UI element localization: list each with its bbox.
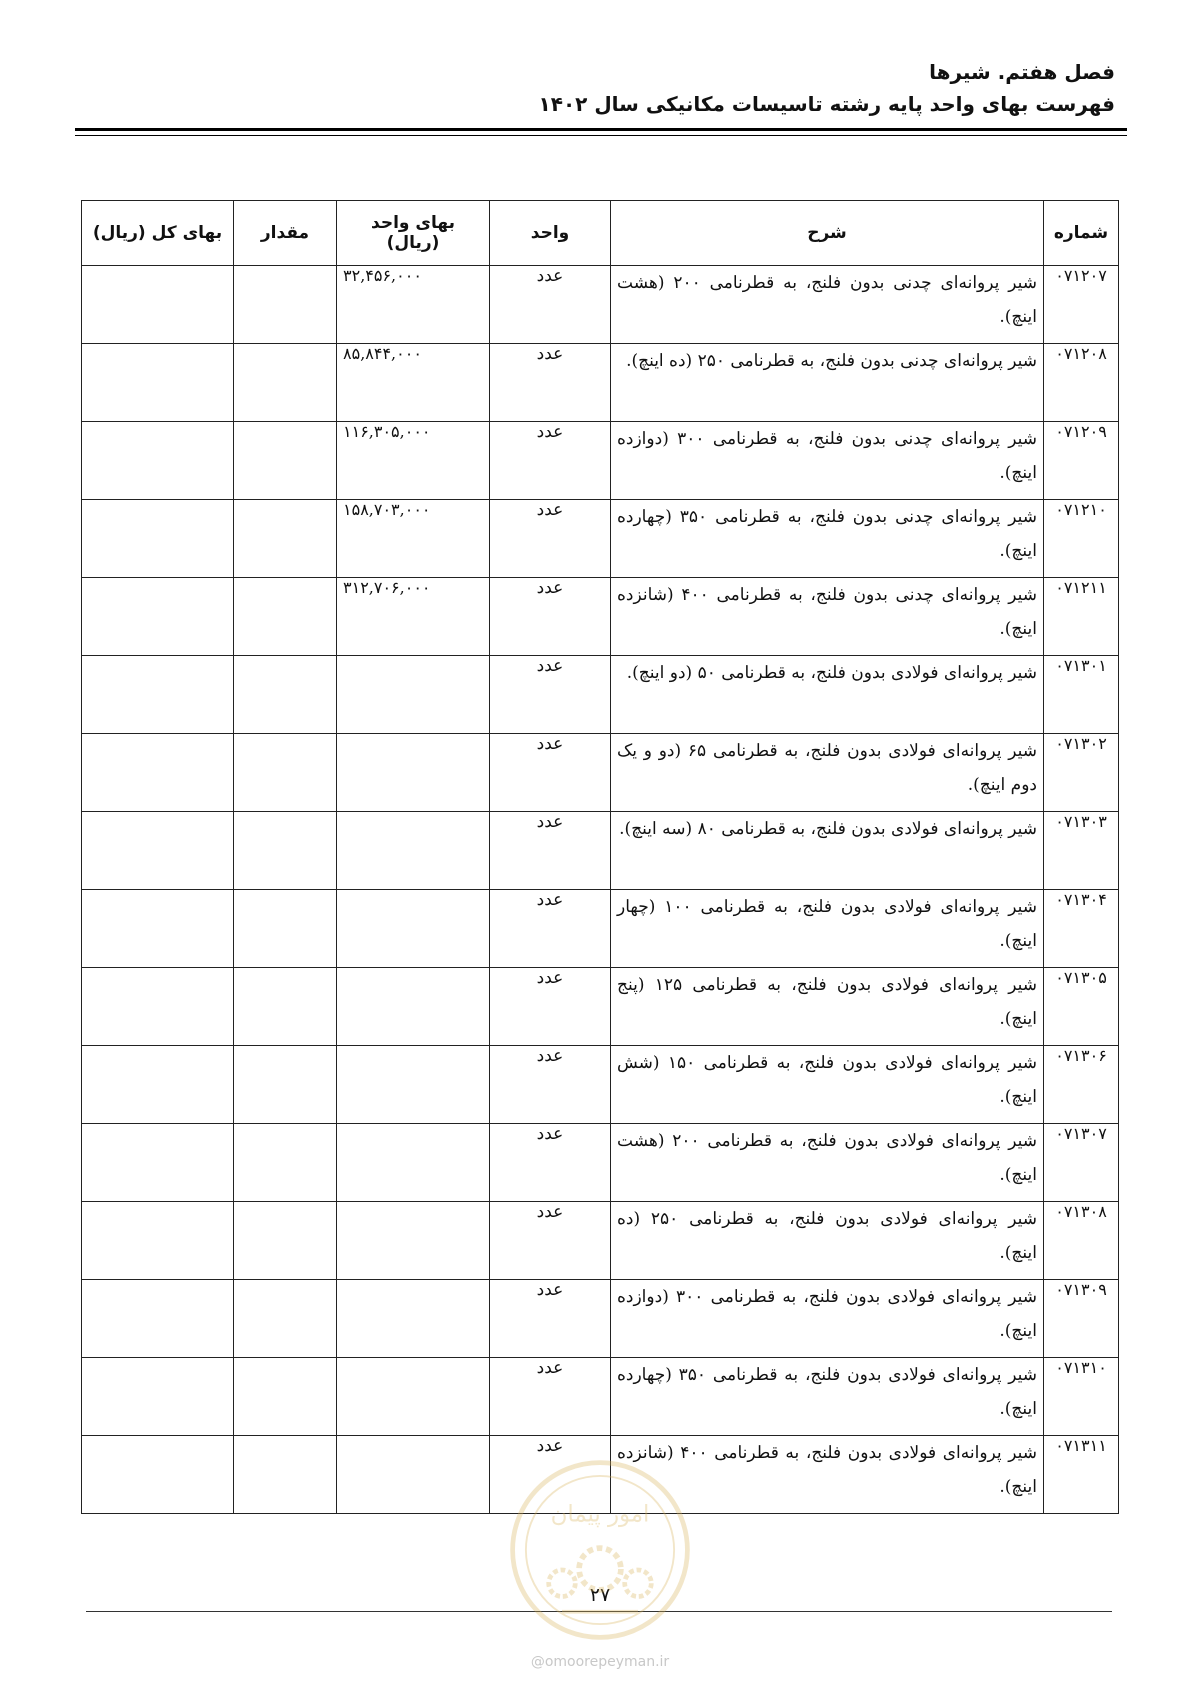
item-unit: عدد bbox=[490, 578, 611, 656]
item-code: ۰۷۱۳۰۴ bbox=[1044, 890, 1119, 968]
item-quantity bbox=[234, 656, 337, 734]
item-total-price bbox=[82, 500, 234, 578]
item-unit-price: ۸۵,۸۴۴,۰۰۰ bbox=[337, 344, 490, 422]
item-quantity bbox=[234, 1046, 337, 1124]
table-row bbox=[82, 578, 1119, 656]
item-unit-price bbox=[337, 1202, 490, 1280]
item-total-price bbox=[82, 890, 234, 968]
item-code: ۰۷۱۲۰۸ bbox=[1044, 344, 1119, 422]
item-unit-price: ۱۱۶,۳۰۵,۰۰۰ bbox=[337, 422, 490, 500]
item-quantity bbox=[234, 968, 337, 1046]
item-unit: عدد bbox=[490, 500, 611, 578]
item-description: شیر پروانه‌ای فولادی بدون فلنج، به قطرنامی ۱۲۵ (پنج اینچ). bbox=[611, 968, 1044, 1046]
item-code: ۰۷۱۳۰۶ bbox=[1044, 1046, 1119, 1124]
item-code: ۰۷۱۳۰۱ bbox=[1044, 656, 1119, 734]
item-total-price bbox=[82, 734, 234, 812]
item-unit-price bbox=[337, 968, 490, 1046]
item-description: شیر پروانه‌ای چدنی بدون فلنج، به قطرنامی ۲۵۰ (ده اینچ). bbox=[611, 344, 1044, 422]
item-description: شیر پروانه‌ای فولادی بدون فلنج، به قطرنامی ۲۰۰ (هشت اینچ). bbox=[611, 1124, 1044, 1202]
item-unit-price bbox=[337, 1046, 490, 1124]
item-unit-price bbox=[337, 656, 490, 734]
item-total-price bbox=[82, 422, 234, 500]
item-code: ۰۷۱۳۱۱ bbox=[1044, 1436, 1119, 1514]
item-quantity bbox=[234, 1280, 337, 1358]
item-total-price bbox=[82, 968, 234, 1046]
item-description: شیر پروانه‌ای چدنی بدون فلنج، به قطرنامی ۳۵۰ (چهارده اینچ). bbox=[611, 500, 1044, 578]
item-quantity bbox=[234, 578, 337, 656]
item-total-price bbox=[82, 1046, 234, 1124]
item-unit: عدد bbox=[490, 1436, 611, 1514]
watermark-logo bbox=[505, 1455, 695, 1645]
item-unit-price bbox=[337, 1358, 490, 1436]
table-row bbox=[82, 1280, 1119, 1358]
footer-credit: @omoorepeyman.ir bbox=[530, 1654, 670, 1670]
item-unit-price bbox=[337, 734, 490, 812]
item-unit: عدد bbox=[490, 1358, 611, 1436]
table-row bbox=[82, 968, 1119, 1046]
item-unit: عدد bbox=[490, 890, 611, 968]
table-row bbox=[82, 1046, 1119, 1124]
item-unit: عدد bbox=[490, 266, 611, 344]
item-code: ۰۷۱۳۰۵ bbox=[1044, 968, 1119, 1046]
item-quantity bbox=[234, 344, 337, 422]
item-description: شیر پروانه‌ای فولادی بدون فلنج، به قطرنامی ۱۰۰ (چهار اینچ). bbox=[611, 890, 1044, 968]
table-row bbox=[82, 812, 1119, 890]
item-unit: عدد bbox=[490, 422, 611, 500]
item-unit-price: ۳۲,۴۵۶,۰۰۰ bbox=[337, 266, 490, 344]
item-code: ۰۷۱۳۱۰ bbox=[1044, 1358, 1119, 1436]
item-unit: عدد bbox=[490, 1280, 611, 1358]
column-header-code: شماره bbox=[1044, 201, 1119, 266]
item-quantity bbox=[234, 734, 337, 812]
item-description: شیر پروانه‌ای فولادی بدون فلنج، به قطرنامی ۲۵۰ (ده اینچ). bbox=[611, 1202, 1044, 1280]
table-row bbox=[82, 344, 1119, 422]
chapter-title: فصل هفتم. شیرها bbox=[929, 60, 1115, 84]
item-unit: عدد bbox=[490, 812, 611, 890]
gear-icon-small bbox=[549, 1570, 576, 1597]
item-unit: عدد bbox=[490, 968, 611, 1046]
table-row bbox=[82, 500, 1119, 578]
item-description: شیر پروانه‌ای فولادی بدون فلنج، به قطرنامی ۴۰۰ (شانزده اینچ). bbox=[611, 1436, 1044, 1514]
item-unit: عدد bbox=[490, 734, 611, 812]
item-unit: عدد bbox=[490, 1124, 611, 1202]
item-total-price bbox=[82, 266, 234, 344]
item-quantity bbox=[234, 500, 337, 578]
column-header-description: شرح bbox=[611, 201, 1044, 266]
item-unit-price bbox=[337, 812, 490, 890]
page-header bbox=[75, 56, 1115, 120]
item-code: ۰۷۱۲۰۹ bbox=[1044, 422, 1119, 500]
item-unit-price bbox=[337, 1280, 490, 1358]
header-rule-thick bbox=[75, 128, 1127, 131]
column-header-unit-price: بهای واحد (ریال) bbox=[337, 201, 490, 266]
item-total-price bbox=[82, 1436, 234, 1514]
item-unit: عدد bbox=[490, 656, 611, 734]
item-description: شیر پروانه‌ای چدنی بدون فلنج، به قطرنامی ۳۰۰ (دوازده اینچ). bbox=[611, 422, 1044, 500]
item-code: ۰۷۱۲۰۷ bbox=[1044, 266, 1119, 344]
item-unit-price: ۳۱۲,۷۰۶,۰۰۰ bbox=[337, 578, 490, 656]
column-header-total-price: بهای کل (ریال) bbox=[82, 201, 234, 266]
item-code: ۰۷۱۲۱۰ bbox=[1044, 500, 1119, 578]
item-code: ۰۷۱۳۰۲ bbox=[1044, 734, 1119, 812]
item-quantity bbox=[234, 422, 337, 500]
item-unit-price bbox=[337, 890, 490, 968]
item-code: ۰۷۱۳۰۹ bbox=[1044, 1280, 1119, 1358]
item-quantity bbox=[234, 1124, 337, 1202]
table-body bbox=[82, 266, 1119, 1514]
item-quantity bbox=[234, 812, 337, 890]
item-total-price bbox=[82, 812, 234, 890]
item-quantity bbox=[234, 266, 337, 344]
item-total-price bbox=[82, 344, 234, 422]
table-row bbox=[82, 890, 1119, 968]
table-row bbox=[82, 734, 1119, 812]
item-total-price bbox=[82, 1358, 234, 1436]
item-unit: عدد bbox=[490, 1046, 611, 1124]
table-header-row bbox=[82, 201, 1119, 266]
item-unit-price bbox=[337, 1124, 490, 1202]
gear-icon bbox=[579, 1548, 621, 1590]
item-description: شیر پروانه‌ای فولادی بدون فلنج، به قطرنامی ۳۵۰ (چهارده اینچ). bbox=[611, 1358, 1044, 1436]
table-row bbox=[82, 422, 1119, 500]
column-header-unit: واحد bbox=[490, 201, 611, 266]
item-unit-price: ۱۵۸,۷۰۳,۰۰۰ bbox=[337, 500, 490, 578]
item-quantity bbox=[234, 1202, 337, 1280]
price-list-table bbox=[81, 200, 1119, 1514]
item-description: شیر پروانه‌ای فولادی بدون فلنج، به قطرنامی ۵۰ (دو اینچ). bbox=[611, 656, 1044, 734]
item-quantity bbox=[234, 890, 337, 968]
item-description: شیر پروانه‌ای چدنی بدون فلنج، به قطرنامی ۲۰۰ (هشت اینچ). bbox=[611, 266, 1044, 344]
item-code: ۰۷۱۳۰۳ bbox=[1044, 812, 1119, 890]
table-row bbox=[82, 266, 1119, 344]
item-quantity bbox=[234, 1436, 337, 1514]
item-description: شیر پروانه‌ای چدنی بدون فلنج، به قطرنامی ۴۰۰ (شانزده اینچ). bbox=[611, 578, 1044, 656]
item-description: شیر پروانه‌ای فولادی بدون فلنج، به قطرنامی ۶۵ (دو و یک دوم اینچ). bbox=[611, 734, 1044, 812]
item-unit: عدد bbox=[490, 1202, 611, 1280]
item-code: ۰۷۱۳۰۸ bbox=[1044, 1202, 1119, 1280]
table-row bbox=[82, 1202, 1119, 1280]
document-title: فهرست بهای واحد پایه رشته تاسیسات مکانیکی سال ۱۴۰۲ bbox=[538, 92, 1115, 116]
item-total-price bbox=[82, 1202, 234, 1280]
item-total-price bbox=[82, 578, 234, 656]
gear-icon-small-2 bbox=[625, 1570, 652, 1597]
item-unit-price bbox=[337, 1436, 490, 1514]
watermark-text: امور پیمان bbox=[550, 1501, 650, 1528]
table-row bbox=[82, 656, 1119, 734]
column-header-quantity: مقدار bbox=[234, 201, 337, 266]
item-unit: عدد bbox=[490, 344, 611, 422]
header-rule-thin bbox=[75, 135, 1127, 136]
table-row bbox=[82, 1358, 1119, 1436]
item-code: ۰۷۱۲۱۱ bbox=[1044, 578, 1119, 656]
item-total-price bbox=[82, 1280, 234, 1358]
item-description: شیر پروانه‌ای فولادی بدون فلنج، به قطرنامی ۳۰۰ (دوازده اینچ). bbox=[611, 1280, 1044, 1358]
table-row bbox=[82, 1124, 1119, 1202]
item-code: ۰۷۱۳۰۷ bbox=[1044, 1124, 1119, 1202]
item-description: شیر پروانه‌ای فولادی بدون فلنج، به قطرنامی ۸۰ (سه اینچ). bbox=[611, 812, 1044, 890]
item-quantity bbox=[234, 1358, 337, 1436]
item-description: شیر پروانه‌ای فولادی بدون فلنج، به قطرنامی ۱۵۰ (شش اینچ). bbox=[611, 1046, 1044, 1124]
item-total-price bbox=[82, 1124, 234, 1202]
item-total-price bbox=[82, 656, 234, 734]
page-number: ۲۷ bbox=[589, 1584, 611, 1606]
